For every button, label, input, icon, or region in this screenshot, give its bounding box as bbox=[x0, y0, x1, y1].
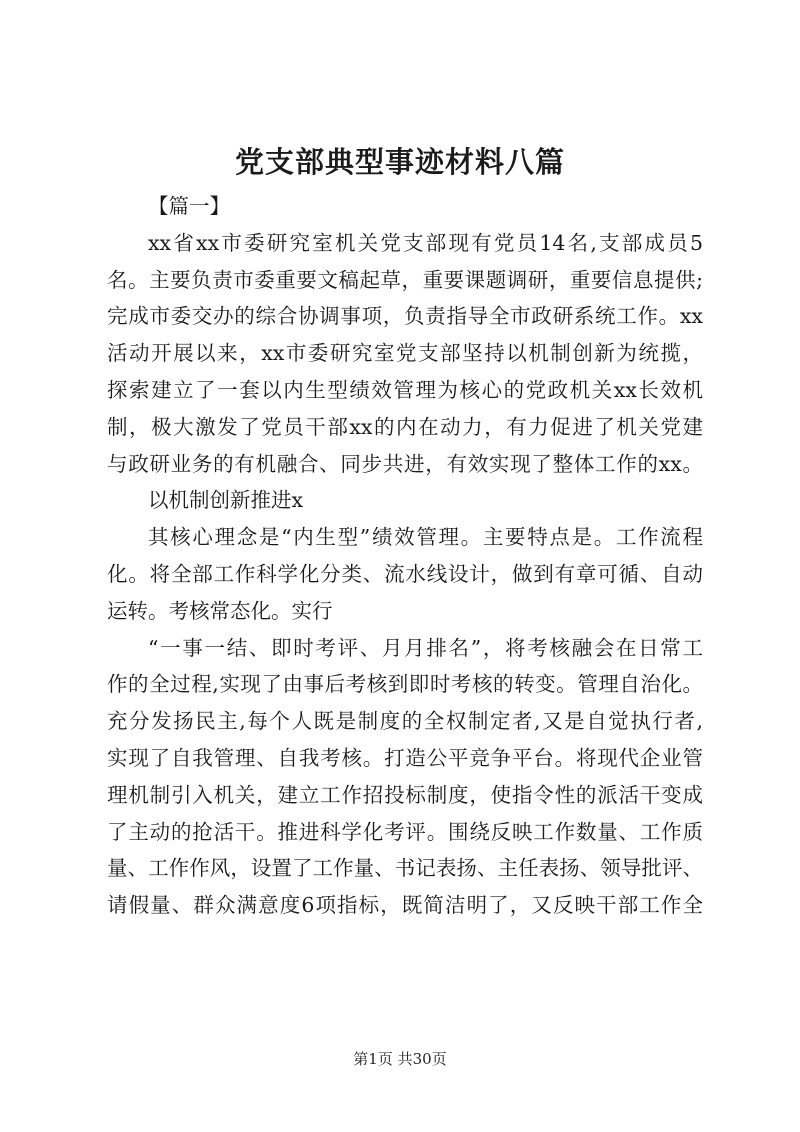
page-number-footer: 第1页 共30页 bbox=[353, 1050, 447, 1068]
paragraph-line: 请假量、群众满意度6项指标，既简洁明了，又反映干部工作全 bbox=[107, 893, 703, 918]
section-heading: 【篇一】 bbox=[148, 194, 230, 218]
paragraph-line: 与政研业务的有机融合、同步共进，有效实现了整体工作的xx。 bbox=[107, 451, 703, 476]
paragraph-line: 活动开展以来，xx市委研究室党支部坚持以机制创新为统揽， bbox=[107, 341, 703, 366]
paragraph-line: 制，极大激发了党员干部xx的内在动力，有力促进了机关党建 bbox=[107, 414, 703, 439]
document-title: 党支部典型事迹材料八篇 bbox=[234, 145, 565, 179]
paragraph-line: 名。主要负责市委重要文稿起草，重要课题调研，重要信息提供; bbox=[107, 267, 703, 292]
paragraph-line: xx省xx市委研究室机关党支部现有党员14名,支部成员5 bbox=[148, 230, 703, 255]
paragraph-line: 化。将全部工作科学化分类、流水线设计，做到有章可循、自动 bbox=[107, 561, 703, 586]
paragraph-line: 量、工作作风，设置了工作量、书记表扬、主任表扬、领导批评、 bbox=[107, 856, 703, 881]
paragraph-line: 了主动的抢活干。推进科学化考评。围绕反映工作数量、工作质 bbox=[107, 819, 703, 844]
subheading-line: 以机制创新推进x bbox=[148, 488, 304, 513]
document-body bbox=[107, 188, 703, 924]
paragraph-line: “一事一结、即时考评、月月排名”，将考核融会在日常工 bbox=[148, 635, 703, 660]
paragraph-line: 其核心理念是“内生型”绩效管理。主要特点是。工作流程 bbox=[148, 525, 703, 550]
paragraph-line: 完成市委交办的综合协调事项，负责指导全市政研系统工作。xx bbox=[107, 304, 703, 329]
paragraph-line: 作的全过程,实现了由事后考核到即时考核的转变。管理自治化。 bbox=[107, 672, 703, 697]
paragraph-line: 探索建立了一套以内生型绩效管理为核心的党政机关xx长效机 bbox=[107, 377, 703, 402]
paragraph-line: 充分发扬民主,每个人既是制度的全权制定者,又是自觉执行者, bbox=[107, 709, 703, 734]
paragraph-line: 理机制引入机关，建立工作招投标制度，使指令性的派活干变成 bbox=[107, 782, 703, 807]
paragraph-line: 运转。考核常态化。实行 bbox=[107, 598, 333, 623]
paragraph-line: 实现了自我管理、自我考核。打造公平竞争平台。将现代企业管 bbox=[107, 745, 703, 770]
